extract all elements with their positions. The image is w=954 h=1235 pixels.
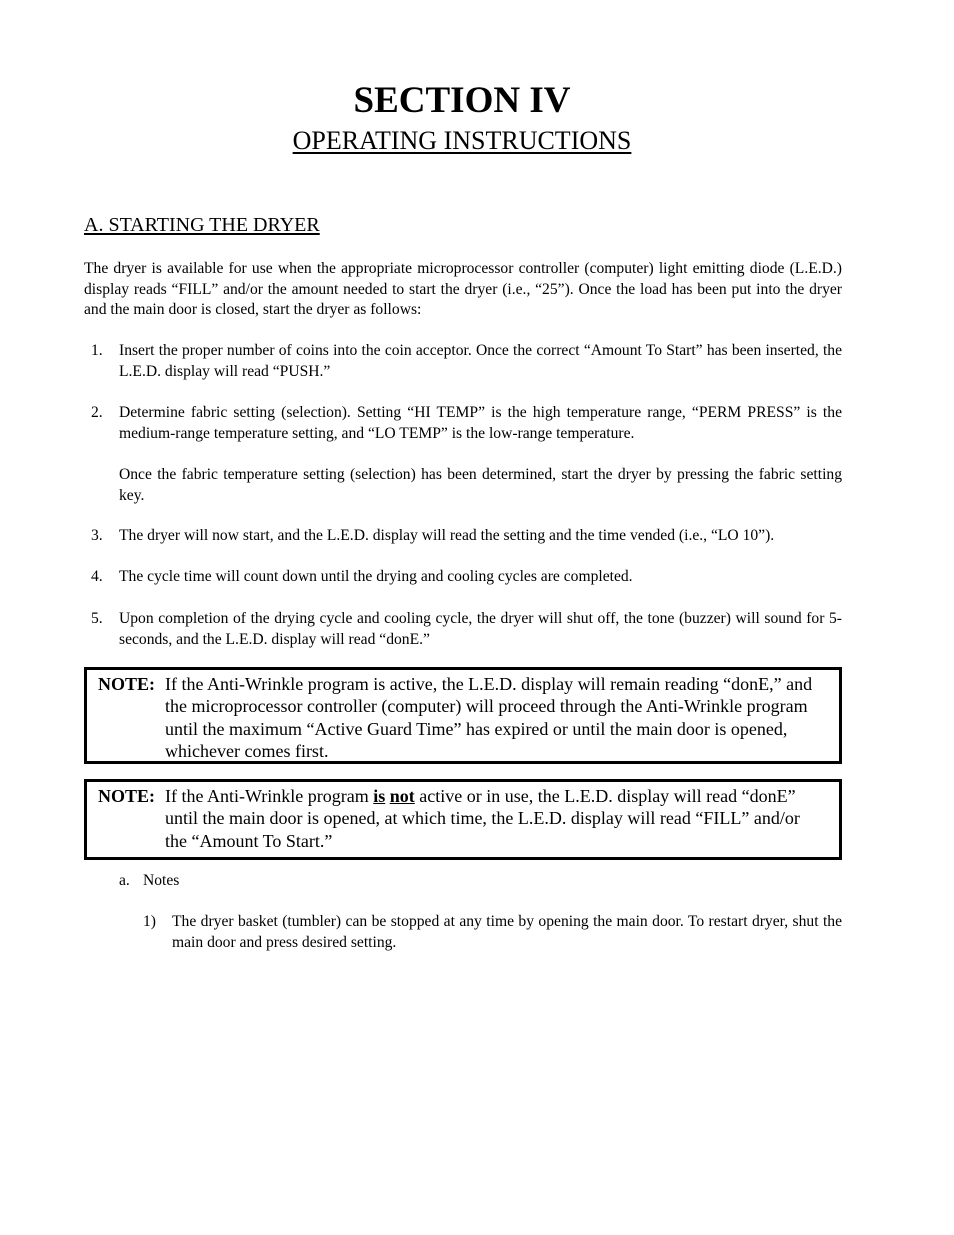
note-emphasis-not: not [389, 786, 415, 806]
notes-title: Notes [143, 872, 180, 889]
notes-item-text: The dryer basket (tumbler) can be stopped at any time by opening the main door. To restart dryer, shut the main door and press desired setting. [172, 913, 842, 951]
notes-item-1 [143, 912, 842, 953]
step-number: 3. [91, 527, 103, 544]
step-text: The cycle time will count down until the drying and cooling cycles are completed. [119, 568, 633, 585]
step-text: Once the fabric temperature setting (selection) has been determined, start the dryer by pressing the fabric setting key. [119, 466, 842, 504]
subsection-heading: A. STARTING THE DRYER [84, 214, 320, 236]
note-emphasis-is: is [373, 786, 386, 806]
section-number: SECTION IV [353, 80, 571, 121]
note-box-anti-wrinkle-inactive [84, 779, 842, 860]
notes-label: a. [119, 872, 130, 889]
notes-heading [119, 871, 179, 892]
note-text: If the Anti-Wrinkle program is active, the L.E.D. display will remain reading “donE,” and the microprocessor controller (computer) will proceed through the Anti-Wrinkle program until the maximum “Active Guard Time” has expired or until the main door is opened, whichever comes first. [165, 674, 813, 761]
step-3 [84, 526, 842, 547]
step-4 [84, 567, 842, 588]
step-text: Upon completion of the drying cycle and cooling cycle, the dryer will shut off, the tone (buzzer) will sound for 5-seconds, and the L.E.D. display will read “donE.” [119, 610, 842, 648]
step-text: Insert the proper number of coins into the coin acceptor. Once the correct “Amount To Start” has been inserted, the L.E.D. display will read “PUSH.” [119, 342, 842, 380]
note-text-before: If the Anti-Wrinkle program [165, 786, 374, 806]
step-number: 4. [91, 568, 103, 585]
step-number: 1. [91, 342, 103, 359]
step-text: The dryer will now start, and the L.E.D. display will read the setting and the time vended (i.e., “LO 10”). [119, 527, 775, 544]
step-number: 2. [91, 404, 103, 421]
intro-paragraph: The dryer is available for use when the appropriate microprocessor controller (computer) light emitting diode (L.E.D.) display reads “FILL” and/or the amount needed to start the dryer (i.e., “25”). Once the load has been put into the dryer and the main door is closed, start the dryer as follows: [84, 260, 842, 318]
step-text: Determine fabric setting (selection). Setting “HI TEMP” is the high temperature range, “PERM PRESS” is the medium-range temperature setting, and “LO TEMP” is the low-range temperature. [119, 404, 842, 442]
step-5 [84, 609, 842, 650]
step-number: 5. [91, 610, 103, 627]
note-label: NOTE: [98, 674, 156, 694]
note-box-anti-wrinkle-active [84, 667, 842, 764]
notes-item-number: 1) [143, 913, 156, 930]
note-text [165, 782, 839, 855]
step-1 [84, 341, 842, 382]
step-2 [84, 403, 842, 506]
note-label: NOTE: [98, 786, 156, 806]
note-text-after: active or in use, the L.E.D. display will read “donE” until the main door is opened, at which time, the L.E.D. display will read “FILL” and/or the “Amount To Start.” [165, 786, 800, 851]
section-title: OPERATING INSTRUCTIONS [292, 126, 632, 155]
